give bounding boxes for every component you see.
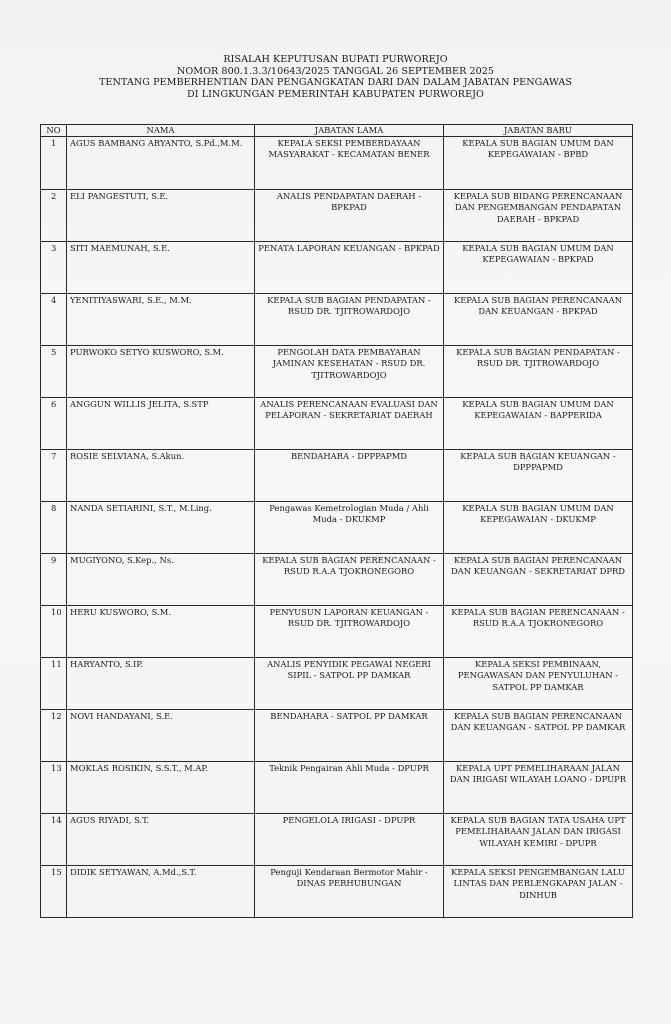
previous-position: BENDAHARA - SATPOL PP DAMKAR: [255, 710, 444, 762]
row-number: 11: [41, 658, 67, 710]
table-row: [41, 606, 633, 658]
employee-name: NOVI HANDAYANI, S.E.: [67, 710, 255, 762]
table-row: [41, 554, 633, 606]
previous-position: KEPALA SUB BAGIAN PENDAPATAN - RSUD DR. TJITROWARDOJO: [255, 294, 444, 346]
new-position: KEPALA SUB BAGIAN PERENCANAAN DAN KEUANGAN - BPKPAD: [444, 294, 633, 346]
table-row: [41, 346, 633, 398]
employee-name: MUGIYONO, S.Kep., Ns.: [67, 554, 255, 606]
table-row: [41, 502, 633, 554]
previous-position: PENGOLAH DATA PEMBAYARAN JAMINAN KESEHATAN - RSUD DR. TJITROWARDOJO: [255, 346, 444, 398]
new-position: KEPALA SUB BAGIAN UMUM DAN KEPEGAWAIAN - BPKPAD: [444, 242, 633, 294]
table-row: [41, 137, 633, 190]
table-header-row: [41, 125, 633, 137]
new-position: KEPALA SUB BAGIAN UMUM DAN KEPEGAWAIAN - BAPPERIDA: [444, 398, 633, 450]
employee-name: DIDIK SETYAWAN, A.Md.,S.T.: [67, 866, 255, 918]
new-position: KEPALA SUB BAGIAN KEUANGAN - DPPPAPMD: [444, 450, 633, 502]
employee-name: HERU KUSWORO, S.M.: [67, 606, 255, 658]
row-number: 4: [41, 294, 67, 346]
table-row: [41, 866, 633, 918]
row-number: 8: [41, 502, 67, 554]
employee-name: NANDA SETIARINI, S.T., M.Ling.: [67, 502, 255, 554]
header-title: RISALAH KEPUTUSAN BUPATI PURWOREJO: [223, 54, 448, 65]
previous-position: KEPALA SEKSI PEMBERDAYAAN MASYARAKAT - KECAMATAN BENER: [255, 137, 444, 190]
table-row: [41, 762, 633, 814]
new-position: KEPALA SUB BAGIAN PERENCANAAN - RSUD R.A.A TJOKRONEGORO: [444, 606, 633, 658]
row-number: 14: [41, 814, 67, 866]
employee-name: HARYANTO, S.IP.: [67, 658, 255, 710]
row-number: 3: [41, 242, 67, 294]
appointment-table: [40, 124, 633, 918]
new-position: KEPALA SEKSI PEMBINAAN, PENGAWASAN DAN PENYULUHAN - SATPOL PP DAMKAR: [444, 658, 633, 710]
header-number: NOMOR 800.1.3.3/10643/2025 TANGGAL 26 SEPTEMBER 2025: [176, 65, 495, 77]
new-position: KEPALA SEKSI PENGEMBANGAN LALU LINTAS DAN PERLENGKAPAN JALAN - DINHUB: [444, 866, 633, 918]
previous-position: Teknik Pengairan Ahli Muda - DPUPR: [255, 762, 444, 814]
row-number: 2: [41, 190, 67, 242]
row-number: 1: [41, 137, 67, 190]
row-number: 7: [41, 450, 67, 502]
column-header-nama: NAMA: [67, 125, 255, 137]
new-position: KEPALA SUB BAGIAN PENDAPATAN - RSUD DR. TJITROWARDOJO: [444, 346, 633, 398]
new-position: KEPALA SUB BIDANG PERENCANAAN DAN PENGEMBANGAN PENDAPATAN DAERAH - BPKPAD: [444, 190, 633, 242]
row-number: 5: [41, 346, 67, 398]
employee-name: ELI PANGESTUTI, S.E.: [67, 190, 255, 242]
previous-position: Pengawas Kemetrologian Muda / Ahli Muda - DKUKMP: [255, 502, 444, 554]
row-number: 6: [41, 398, 67, 450]
column-header-no: NO: [41, 125, 67, 137]
table-row: [41, 658, 633, 710]
row-number: 15: [41, 866, 67, 918]
previous-position: PENYUSUN LAPORAN KEUANGAN - RSUD DR. TJITROWARDOJO: [255, 606, 444, 658]
employee-name: SITI MAEMUNAH, S.E.: [67, 242, 255, 294]
employee-name: MOKLAS ROSIKIN, S.S.T., M.AP.: [67, 762, 255, 814]
row-number: 12: [41, 710, 67, 762]
table-row: [41, 242, 633, 294]
employee-name: AGUS BAMBANG ARYANTO, S.Pd.,M.M.: [67, 137, 255, 190]
table-row: [41, 450, 633, 502]
row-number: 13: [41, 762, 67, 814]
previous-position: KEPALA SUB BAGIAN PERENCANAAN - RSUD R.A.A TJOKRONEGORO: [255, 554, 444, 606]
column-header-jabatan-lama: JABATAN LAMA: [255, 125, 444, 137]
table-body: [41, 137, 633, 918]
column-header-jabatan-baru: JABATAN BARU: [444, 125, 633, 137]
table-row: [41, 190, 633, 242]
table-row: [41, 398, 633, 450]
employee-name: ANGGUN WILLIS JELITA, S.STP: [67, 398, 255, 450]
header-subject: TENTANG PEMBERHENTIAN DAN PENGANGKATAN DARI DAN DALAM JABATAN PENGAWAS: [98, 77, 573, 89]
new-position: KEPALA UPT PEMELIHARAAN JALAN DAN IRIGASI WILAYAH LOANO - DPUPR: [444, 762, 633, 814]
employee-name: ROSIE SELVIANA, S.Akun.: [67, 450, 255, 502]
new-position: KEPALA SUB BAGIAN UMUM DAN KEPEGAWAIAN - BPBD: [444, 137, 633, 190]
previous-position: PENATA LAPORAN KEUANGAN - BPKPAD: [255, 242, 444, 294]
row-number: 9: [41, 554, 67, 606]
header-scope: DI LINGKUNGAN PEMERINTAH KABUPATEN PURWOREJO: [187, 88, 484, 100]
new-position: KEPALA SUB BAGIAN UMUM DAN KEPEGAWAIAN - DKUKMP: [444, 502, 633, 554]
table-row: [41, 814, 633, 866]
previous-position: ANALIS PENDAPATAN DAERAH - BPKPAD: [255, 190, 444, 242]
employee-name: PURWOKO SETYO KUSWORO, S.M.: [67, 346, 255, 398]
new-position: KEPALA SUB BAGIAN TATA USAHA UPT PEMELIHARAAN JALAN DAN IRIGASI WILAYAH KEMIRI - DPUPR: [444, 814, 633, 866]
previous-position: ANALIS PERENCANAAN EVALUASI DAN PELAPORAN - SEKRETARIAT DAERAH: [255, 398, 444, 450]
previous-position: PENGELOLA IRIGASI - DPUPR: [255, 814, 444, 866]
employee-name: AGUS RIYADI, S.T.: [67, 814, 255, 866]
previous-position: ANALIS PENYIDIK PEGAWAI NEGERI SIPIL - SATPOL PP DAMKAR: [255, 658, 444, 710]
previous-position: Penguji Kendaraan Bermotor Mahir - DINAS PERHUBUNGAN: [255, 866, 444, 918]
new-position: KEPALA SUB BAGIAN PERENCANAAN DAN KEUANGAN - SATPOL PP DAMKAR: [444, 710, 633, 762]
table-row: [41, 294, 633, 346]
table-row: [41, 710, 633, 762]
previous-position: BENDAHARA - DPPPAPMD: [255, 450, 444, 502]
new-position: KEPALA SUB BAGIAN PERENCANAAN DAN KEUANGAN - SEKRETARIAT DPRD: [444, 554, 633, 606]
document-header: [0, 54, 671, 100]
employee-name: YENITIYASWARI, S.E., M.M.: [67, 294, 255, 346]
row-number: 10: [41, 606, 67, 658]
